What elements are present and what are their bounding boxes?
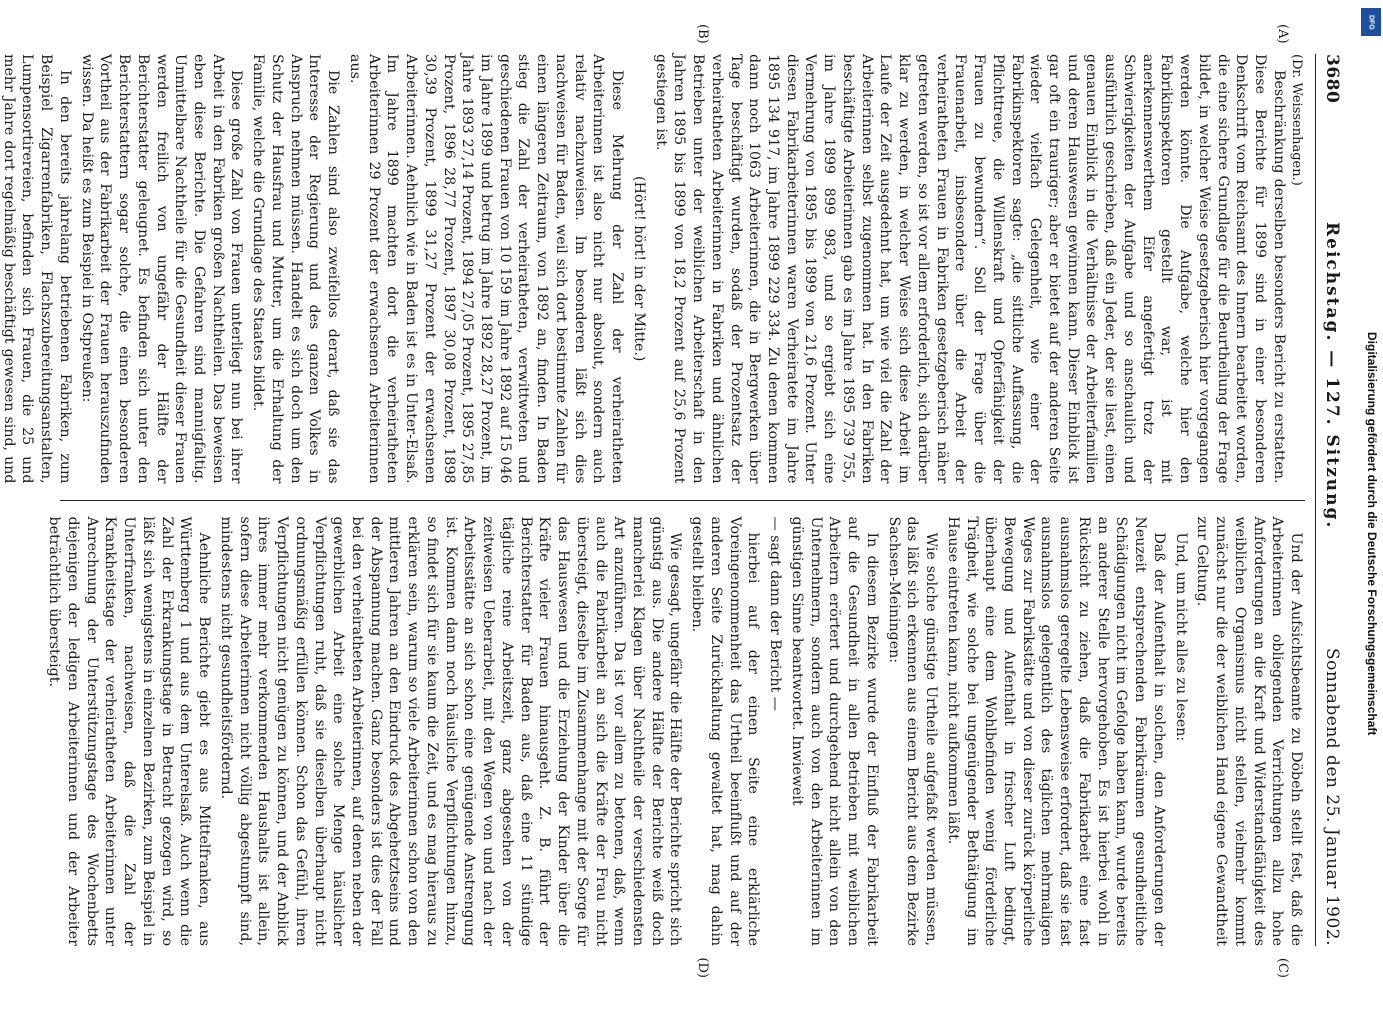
- paragraph: Beschränkung derselben besonders Bericht zu erstatten. Diese Berichte für 1899 sind in einer besonderen Denkschrift vom Reichsamt des Innern bearbeitet worden, die eine sichere Grundlage für die Beurtheilung der Frage bildet, in welcher Weise gesetzgeberisch hier vorgegangen werden könnte. Die Aufgabe, welche hier den Fabrikinspektoren gestellt war, ist mit anerkennenswerthem Eifer angefertigt trotz der Schwierigkeiten der Aufgabe und so anschaulich und ausführlich geschrieben, daß ein Jeder, der sie liest, einen genauen Einblick in die Verhältnisse der Arbeiterfamilien und deren Hauswesen gewinnen kann. Dieser Einblick ist gar oft ein trauriger; aber er bietet auf der anderen Seite wieder vielfach Gelegenheit, wie einer der Fabrikinspektoren sagte: „die sittliche Auffassung, die Pflichttreue, die Willenskraft und Opferfähigkeit der Frauen zu bewundern“. Soll der Frage über die Frauenarbeit, insbesondere über die Arbeit der verheiratheten Frauen in Fabriken gesetzgeberisch näher getreten werden, so ist vor allem erforderlich, sich darüber klar zu werden, in welcher Weise sich diese Arbeit im Laufe der Zeit ausgedehnt hat, um wie viel die Zahl der Arbeiterinnen selbst zugenommen hat. In den Fabriken beschäftigte Arbeiterinnen gab es im Jahre 1895 739 755, im Jahre 1899 899 983, und so ergiebt sich eine Vermehrung von 1895 bis 1899 von 21,6 Prozent. Unter diesen Fabrikarbeiterinnen waren Verheiratete im Jahre 1895 134 917, im Jahre 1899 229 334. Zu denen kommen dann noch 1063 Arbeiterinnen, die in Bergwerken über Tage beschäftigt wurden, sodaß der Prozentsatz der verheiratheten Arbeiterinnen in Fabriken und ähnlichen Betrieben unter der weiblichen Arbeiterschaft in den Jahren 1895 bis 1899 von 18,2 Prozent auf 25,6 Prozent gestiegen ist.: [652, 54, 1287, 484]
- dfg-logo-icon: DFG: [1361, 8, 1381, 36]
- margin-marker-c: (C): [1275, 957, 1290, 978]
- paragraph: In diesem Bezirke wurde der Einfluß der Fabrikarbeit auf die Gesundheit in allen Betrieben mit weiblichen Arbeitern erörtert und durchgehend nicht allein von den Unternehmern, sondern auch von den Arbeiterinnen im günstigen Sinne beantwortet. Inwieweit: [788, 516, 880, 946]
- paragraph: hierbei auf der einen Seite eine erklärliche Voreingenommenheit das Urtheil beeinflußt und auf der anderen Seite Zurückhaltung gewaltet hat, mag dahin gestellt bleiben.: [689, 516, 762, 946]
- paragraph: Und, um nicht alles zu lesen:: [1172, 532, 1189, 742]
- paragraph: Daß der Aufenthalt in solchen, den Anforderungen der Neuzeit entsprechenden Fabrikräumen gesundheitliche Schädigungen nicht im Gefolge haben kann, wurde bereits an anderer Stelle hervorgehoben. Es ist hierbei wohl in Rücksicht zu ziehen, daß die Fabrikarbeit eine fast ausnahmslos geregelte Lebensweise erfordert, daß sie fast ausnahmslos gelegentlich des täglichen mehrmaligen Weges zur Fabrikstätte und von dieser zurück körperliche Bewegung und Aufenthalt in frischer Luft bedingt, überhaupt eine dem Wohlbefinden wenig förderliche Trägheit, wie solche bei ungenügender Bethätigung im Hause eintreten kann, nicht aufkommen läßt.: [944, 516, 1167, 946]
- document-page: [0, 20, 1360, 980]
- page-number: 3680: [1322, 54, 1342, 104]
- margin-marker-d: (D): [695, 957, 710, 978]
- right-column: [46, 500, 1305, 947]
- paragraph: Diese Mehrung der Zahl der verheiratheten Arbeiterinnen ist also nicht nur absolut, sondern auch relativ nachzuweisen. Im besonderen läßt sich dies nachweisen für Baden, weil sich dort bestimmte Zahlen für einen längeren Zeitraum, von 1892 an, finden. In Baden stieg die Zahl der verheiratheten, verwittweten und geschiedenen Frauen von 10 159 im Jahre 1892 auf 15 046 im Jahre 1899 und betrug im Jahre 1892 28,27 Prozent, im Jahre 1893 27,14 Prozent, 1894 27,05 Prozent, 1895 27,85 Prozent, 1896 28,77 Prozent, 1897 30,08 Prozent, 1898 30,39 Prozent, 1899 31,27 Prozent der erwachsenen Arbeiterinnen. Aehnlich wie in Baden ist es in Unter-Elsaß. Im Jahre 1899 machten dort die verheiratheten Arbeiterinnen 29 Prozent der erwachsenen Arbeiterinnen aus.: [346, 54, 626, 484]
- digitization-credit: Digitalisierung gefördert durch die Deutsche Forschungsgemeinschaft: [1365, 332, 1379, 736]
- paragraph: In den bereits jahrelang betriebenen Fabriken, zum Beispiel Zigarrenfabriken, Flachszubereitungsanstalten, Lumpensortirereien, befinden sich Frauen, die 25 und mehr Jahre dort regelmäßig beschäftigt gewesen sind, und: [0, 54, 73, 484]
- paragraph: (Hört! hört! in der Mitte.): [630, 176, 647, 362]
- paragraph: Und der Aufsichtsbeamte zu Döbeln stellt fest, daß die Arbeiterinnen obliegenden Verrichtungen allzu hohe Anforderungen an die Kraft und Widerstandsfähigkeit des weiblichen Organismus nicht stellen, vielmehr kommt zunächst nur die der weiblichen Hand eigene Gewandtheit zur Geltung.: [1194, 516, 1304, 946]
- text-columns: [0, 54, 1305, 946]
- left-column: [0, 54, 1305, 500]
- margin-marker-b: (B): [695, 24, 710, 44]
- session-title: Reichstag. — 127. Sitzung.: [1322, 222, 1342, 530]
- paragraph: Wie solche günstige Urtheile aufgefaßt werden müssen, das läßt sich erkennen aus einem Bericht aus dem Bezirke Sachsen-Meiningen:: [885, 516, 940, 946]
- paragraph: Aehnliche Berichte giebt es aus Mittelfranken, aus Württemberg 1 und aus dem Unterelsaß. Auch wenn die Zahl der Erkrankungstage in Betracht gezogen wird, so läßt sich wenigstens in einzelnen Bezirken, zum Beispiel in Unterfranken, nachweisen, daß die Zahl der Krankheitstage der verheiratheten Arbeiterinnen unter Anrechnung der Unterstützungstage des Wochenbetts diejenigen der ledigen Arbeiterinnen und der Arbeiter beträchtlich übersteigt.: [46, 516, 213, 946]
- paragraph: Wie gesagt, ungefähr die Hälfte der Berichte spricht sich günstig aus. Die andere Hälfte der Berichte weiß doch mancherlei Klagen über Nachtheile der verschiedensten Art anzuführen. Da ist vor allem zu betonen, daß, wenn auch die Fabrikarbeit an sich die Kräfte der Frau nicht übersteigt, dieselbe im Zusammenhange mit der Sorge für das Hauswesen und die Erziehung der Kinder über die Kräfte vieler Frauen hinausgeht. Z. B. führt der Berichterstatter für Baden aus, daß eine 11 stündige tägliche reine Arbeitszeit, ganz abgesehen von der zeitweisen Ueberarbeit, mit den Wegen von und nach der Arbeitsstätte an sich schon eine genügende Anstrengung ist. Kommen dann noch häusliche Verpflichtungen hinzu, so findet sich für sie kaum die Zeit, und es mag hieraus zu erklären sein, warum so viele Arbeiterinnen schon von den mittleren Jahren an den Eindruck des Abgehetztseins und der Abspannung machen. Ganz besonders ist dies der Fall bei den verheiratheten Arbeiterinnen, auf denen neben der gewerblichen Arbeit eine solche Menge häuslicher Verpflichtungen ruht, daß sie dieselben überhaupt nicht ordnungsmäßig erfüllen können. Schon das Gefühl, ihren Verpflichtungen nicht genügen zu können, und der Anblick ihres immer mehr verkommenden Haushalts ist allein, sofern diese Arbeiterinnen nicht völlig abgestumpft sind, mindestens nicht gesundheitsfördernd.: [217, 516, 684, 946]
- margin-marker-a: (A): [1275, 24, 1290, 44]
- paragraph: Diese große Zahl von Frauen unterliegt nun bei ihrer Arbeit in den Fabriken großen Nachtheilen. Das beweisen eben diese Berichte. Die Gefahren sind mannigfaltig. Unmittelbare Nachtheile für die Gesundheit dieser Frauen werden freilich von ungefähr der Hälfte der Berichterstatter geleugnet. Es befinden sich unter den Berichterstattern sogar solche, die einen besonderen Vortheil aus der Fabrikarbeit der Frauen herauszufinden wissen. Da heißt es zum Beispiel in Ostpreußen:: [78, 54, 245, 484]
- session-date: Sonnabend den 25. Januar 1902.: [1322, 647, 1342, 946]
- speaker-name: (Dr. Weissenhagen.): [1289, 54, 1304, 186]
- page-header: [1315, 54, 1342, 946]
- paragraph: Die Zahlen sind also zweifellos derart, daß sie das Interesse der Regierung und des ganzen Volkes in Anspruch nehmen müssen. Handelt es sich doch um den Schutz der Hausfrau und Mutter, um die Erhaltung der Familie, welche die Grundlage des Staates bildet.: [250, 54, 342, 484]
- paragraph: — sagt dann der Bericht —: [767, 516, 784, 711]
